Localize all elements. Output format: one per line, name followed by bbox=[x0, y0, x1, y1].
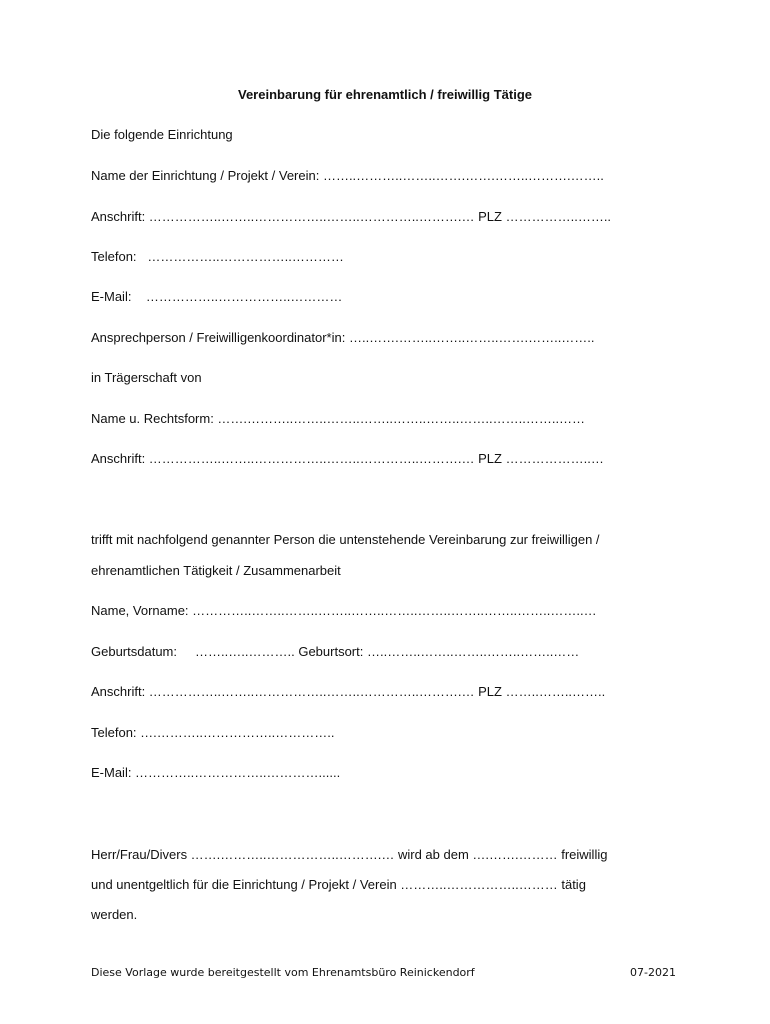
field-geburt: Geburtsdatum: ……..…..……….. Geburtsort: …..……..……..……..……..……..…… bbox=[91, 644, 580, 659]
field-anschrift-person: Anschrift: ……………..……..……………..……..…………..……….… PLZ ……..……..…….. bbox=[91, 684, 606, 699]
footer-date: 07-2021 bbox=[630, 966, 676, 979]
field-rechtsform: Name u. Rechtsform: …….………..……..……..……..……..……..……..……..……..…… bbox=[91, 411, 586, 426]
field-name-vorname: Name, Vorname: …………..……..……..……..……..……..……..……..……..……..……..… bbox=[91, 603, 597, 618]
traegerschaft-line: in Trägerschaft von bbox=[91, 370, 202, 385]
agreement-text-2: ehrenamtlichen Tätigkeit / Zusammenarbeit bbox=[91, 563, 341, 578]
field-anschrift-traeger: Anschrift: ……………..……..……………..……..…………..……….… PLZ ………………..… bbox=[91, 451, 604, 466]
field-email-person: E-Mail: …………..……………..…………...... bbox=[91, 765, 341, 780]
closing-text-1: Herr/Frau/Divers …….………..……………..……….… wird ab dem ….…….……… freiwillig bbox=[91, 847, 608, 862]
field-anschrift-einrichtung: Anschrift: ……………..……..……………..……..…………..……….… PLZ ……………..…….. bbox=[91, 209, 612, 224]
field-telefon-person: Telefon: ….………..……………..………….. bbox=[91, 725, 335, 740]
footer-note: Diese Vorlage wurde bereitgestellt vom Ehrenamtsbüro Reinickendorf bbox=[91, 966, 475, 979]
field-ansprechperson: Ansprechperson / Freiwilligenkoordinator*in: …..…….……..……..……..…….……..…….. bbox=[91, 330, 595, 345]
intro-line: Die folgende Einrichtung bbox=[91, 127, 233, 142]
page-title: Vereinbarung für ehrenamtlich / freiwillig Tätige bbox=[237, 87, 532, 102]
field-email-einrichtung: E-Mail: ……………..……………..………… bbox=[91, 289, 343, 304]
closing-text-3: werden. bbox=[91, 907, 138, 922]
agreement-text-1: trifft mit nachfolgend genannter Person die untenstehende Vereinbarung zur freiwilligen / bbox=[91, 532, 600, 547]
field-name-einrichtung: Name der Einrichtung / Projekt / Verein: ……..………..……..…….…….……..……….…….. bbox=[91, 168, 604, 183]
closing-text-2: und unentgeltlich für die Einrichtung / Projekt / Verein ………..……………..……… tätig bbox=[91, 877, 586, 892]
field-telefon-einrichtung: Telefon: ……………..……………..………… bbox=[91, 249, 344, 264]
